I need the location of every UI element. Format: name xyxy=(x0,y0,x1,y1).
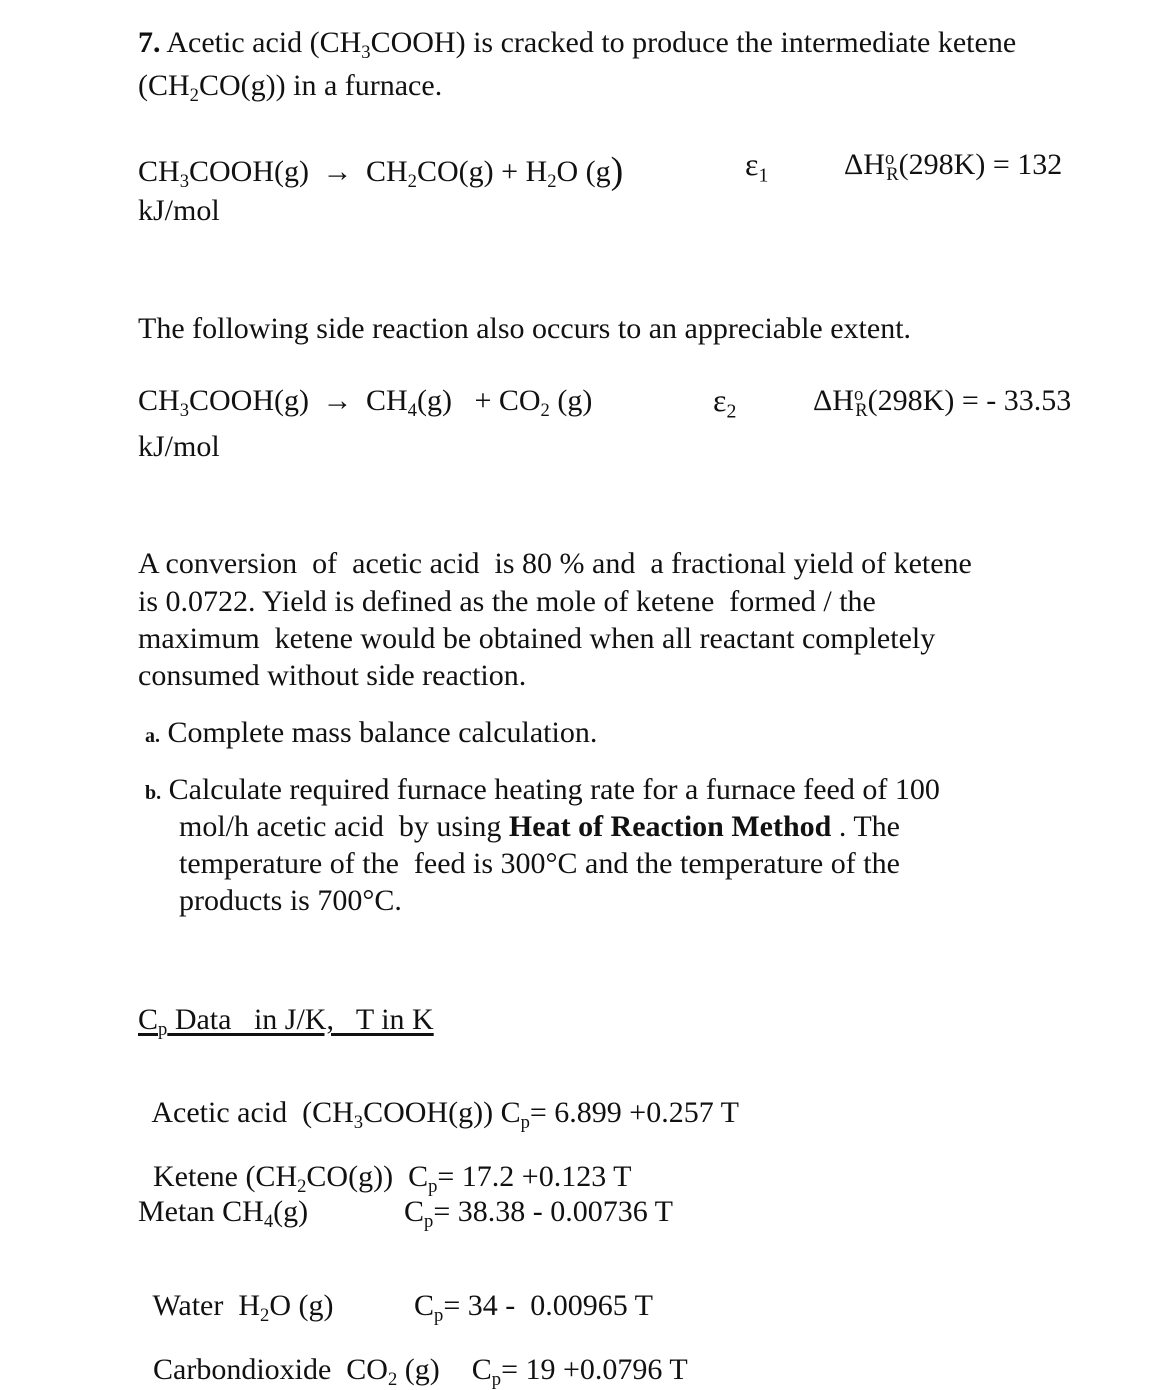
cp-row-water-eq: $C_p= 34 - 0.00965$ T xyxy=(414,1289,654,1326)
cp-row-methane-eq: $C_p= 38.38 - 0.00736$ T xyxy=(404,1195,674,1232)
part-a-label: a. xyxy=(145,725,160,747)
cp-row-co2: Carbondioxide $CO_2$ (g) $C_p= 19 +0.0796$ T xyxy=(153,1353,688,1390)
conversion-line-1: A conversion of acetic acid is 80 % and a fractional yield of ketene xyxy=(138,547,972,580)
reaction-1-enthalpy: $\Delta H^o_R(298K) = 132$ xyxy=(844,147,1063,185)
part-b-line-1: b. Calculate required furnace heating rate for a furnace feed of 100 xyxy=(145,773,940,806)
reaction-2-units: kJ/mol xyxy=(138,430,220,463)
conversion-line-3: maximum ketene would be obtained when all reactant completely xyxy=(138,622,936,655)
part-b-line-2: mol/h acetic acid by using Heat of Reaction Method . The xyxy=(179,810,900,843)
reaction-1-equation: $CH_3COOH(g) \to CH_2CO(g) + H_2O$ (g) xyxy=(138,150,624,192)
problem-intro-line-1: 7. Acetic acid $(CH_3COOH)$ is cracked to produce the intermediate ketene xyxy=(138,26,1017,63)
part-b-label: b. xyxy=(145,782,162,804)
reaction-2-equation: $CH_3COOH(g) \to CH_4(g) + CO_2$ (g) xyxy=(138,384,593,421)
conversion-line-4: consumed without side reaction. xyxy=(138,659,527,692)
cp-row-acetic-acid: Acetic acid $(CH_3COOH(g))$ $C_p= 6.899 +0.257$ T xyxy=(151,1096,739,1133)
reaction-1-units: kJ/mol xyxy=(138,194,220,227)
part-a xyxy=(145,718,597,748)
cp-row-methane-name: Metan $CH_4(g)$ xyxy=(138,1195,309,1232)
cp-row-ketene: Ketene $(CH_2CO(g))$ $C_p= 17.2 +0.123$ T xyxy=(153,1160,632,1197)
conversion-line-2: is 0.0722. Yield is defined as the mole of ketene formed / the xyxy=(138,585,876,618)
reaction-2-enthalpy: $\Delta H^o_R(298K)$ = - 33.53 xyxy=(813,383,1072,421)
reaction-2-extent: $\varepsilon_2$ xyxy=(713,382,737,423)
problem-intro-line-2: $(CH_2CO(g))$ in a furnace. xyxy=(138,69,443,106)
reaction-1-extent: $\varepsilon_1$ xyxy=(745,146,769,187)
cp-row-water-name: Water $H_2O$ (g) xyxy=(152,1289,334,1326)
part-a-text: Complete mass balance calculation. xyxy=(167,716,598,749)
cp-data-header: $C_p$ Data in J/K, T in K xyxy=(138,1003,434,1040)
problem-number: 7. xyxy=(138,26,161,59)
part-b-line-4: products is 700°C. xyxy=(179,884,402,917)
heat-of-reaction-method: Heat of Reaction Method xyxy=(508,810,832,843)
part-b-line-3: temperature of the feed is 300°C and the temperature of the xyxy=(179,847,900,880)
side-reaction-text: The following side reaction also occurs to an appreciable extent. xyxy=(138,312,912,345)
